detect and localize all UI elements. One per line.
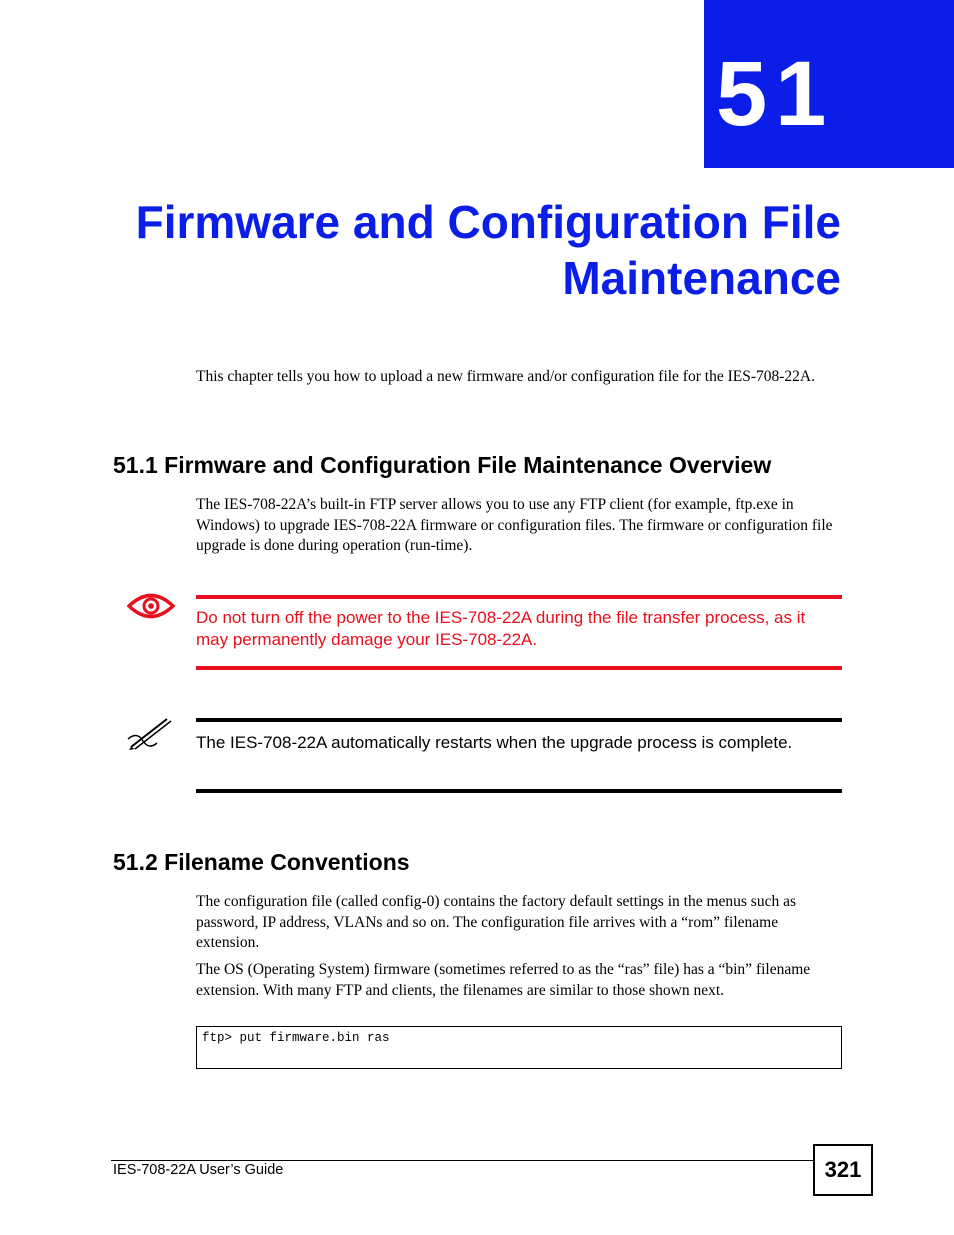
chapter-title [81,194,841,306]
footer-guide-title: IES-708-22A User’s Guide [113,1162,284,1178]
note-top-rule [196,718,842,722]
overview-paragraph: The IES-708-22A’s built-in FTP server allows you to use any FTP client (for example, ftp.exe in Windows) to upgrade IES-708-22A firmware or configuration files. The firmware or configuration file upgrade is done during operation (run-time). [196,496,833,554]
code-example-box [196,1026,842,1069]
intro-paragraph: This chapter tells you how to upload a new firmware and/or configuration file for the IES-708-22A. [196,368,815,385]
filename-paragraph-2: The OS (Operating System) firmware (sometimes referred to as the “ras” file) has a “bin” filename extension. With many FTP and clients, the filenames are similar to those shown next. [196,961,811,999]
chapter-title-line-1: Firmware and Configuration File [135,196,841,248]
chapter-number: 51 [716,43,835,145]
eye-icon [127,591,175,621]
note-text: The IES-708-22A automatically restarts when the upgrade process is complete. [196,733,793,752]
page-number: 321 [813,1144,873,1196]
section-heading-filename: 51.2 Filename Conventions [113,849,410,875]
chapter-title-line-2: Maintenance [562,252,841,304]
caution-bottom-rule [196,666,842,670]
caution-text: Do not turn off the power to the IES-708-22A during the file transfer process, as it may permanently damage your IES-708-22A. [196,608,806,649]
caution-top-rule [196,595,842,599]
pen-icon [127,717,173,751]
code-example: ftp> put firmware.bin ras [202,1031,390,1045]
footer-rule [111,1160,813,1161]
note-bottom-rule [196,789,842,793]
filename-paragraph-1: The configuration file (called config-0) contains the factory default settings in the menus such as password, IP address, VLANs and so on. The configuration file arrives with a “rom” filename extension. [196,893,796,951]
section-heading-overview: 51.1 Firmware and Configuration File Maintenance Overview [113,452,772,478]
